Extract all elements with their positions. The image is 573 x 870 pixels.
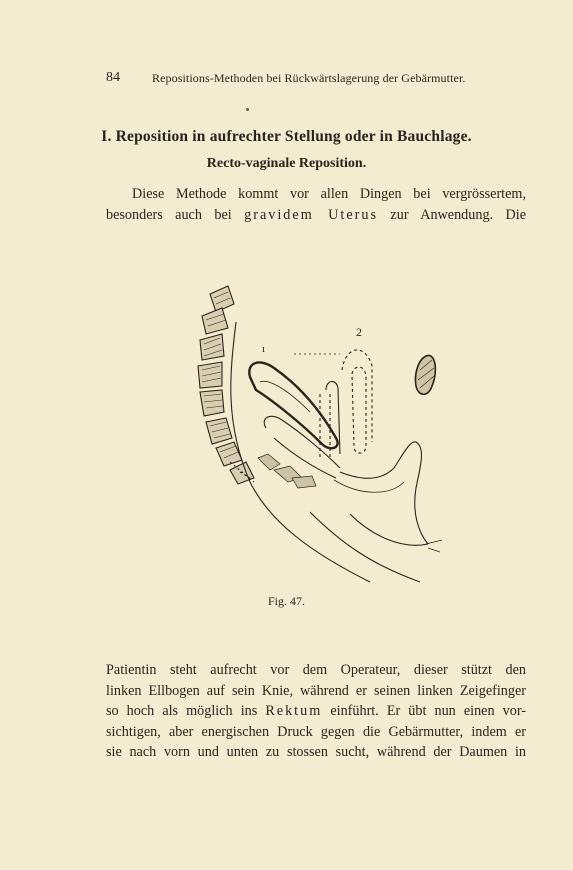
figure-label-2: 2 (356, 325, 362, 339)
spaced-emphasis: Rektum (265, 703, 323, 719)
paragraph-main (106, 660, 526, 763)
text-run: so hoch als möglich ins (106, 703, 266, 719)
paragraph-line: Patientin steht aufrecht vor dem Operateur, dieser stützt den (106, 662, 526, 678)
text-run: zur Anwendung. Die (378, 206, 527, 223)
figure-label-1: ı (262, 343, 266, 355)
paragraph-line (106, 205, 526, 226)
paragraph-intro (106, 184, 526, 225)
running-title: Repositions-Methoden bei Rückwärtslagerung der Gebärmutter. (152, 71, 466, 85)
anatomical-figure (190, 282, 450, 592)
text-run: besonders auch bei (106, 206, 245, 223)
paragraph-line (106, 701, 526, 722)
symphysis-shape (415, 355, 435, 394)
paragraph-line: linken Ellbogen auf sein Knie, während er seinen linken Zeigefinger (106, 682, 526, 699)
text-run: einführt. Er übt nun einen vor- (322, 703, 526, 719)
spaced-emphasis: gravidem Uterus (244, 206, 378, 223)
paragraph-line: sie nach vorn und unten zu stossen sucht, während der Daumen in (106, 744, 526, 760)
page-number: 84 (106, 70, 121, 85)
paragraph-line: Diese Methode kommt vor allen Dingen bei vergrössertem, (132, 186, 526, 202)
figure-caption: Fig. 47. (267, 594, 305, 608)
uterus-outline (249, 362, 337, 448)
vertebra-segment (198, 286, 254, 484)
paragraph-line: sichtigen, aber energischen Druck gegen die Gebärmutter, indem er (106, 723, 526, 740)
subsection-title: Recto-vaginale Reposition. (206, 156, 367, 171)
print-speck (246, 108, 249, 111)
section-title: I. Reposition in aufrechter Stellung oder in Bauchlage. (101, 128, 472, 145)
